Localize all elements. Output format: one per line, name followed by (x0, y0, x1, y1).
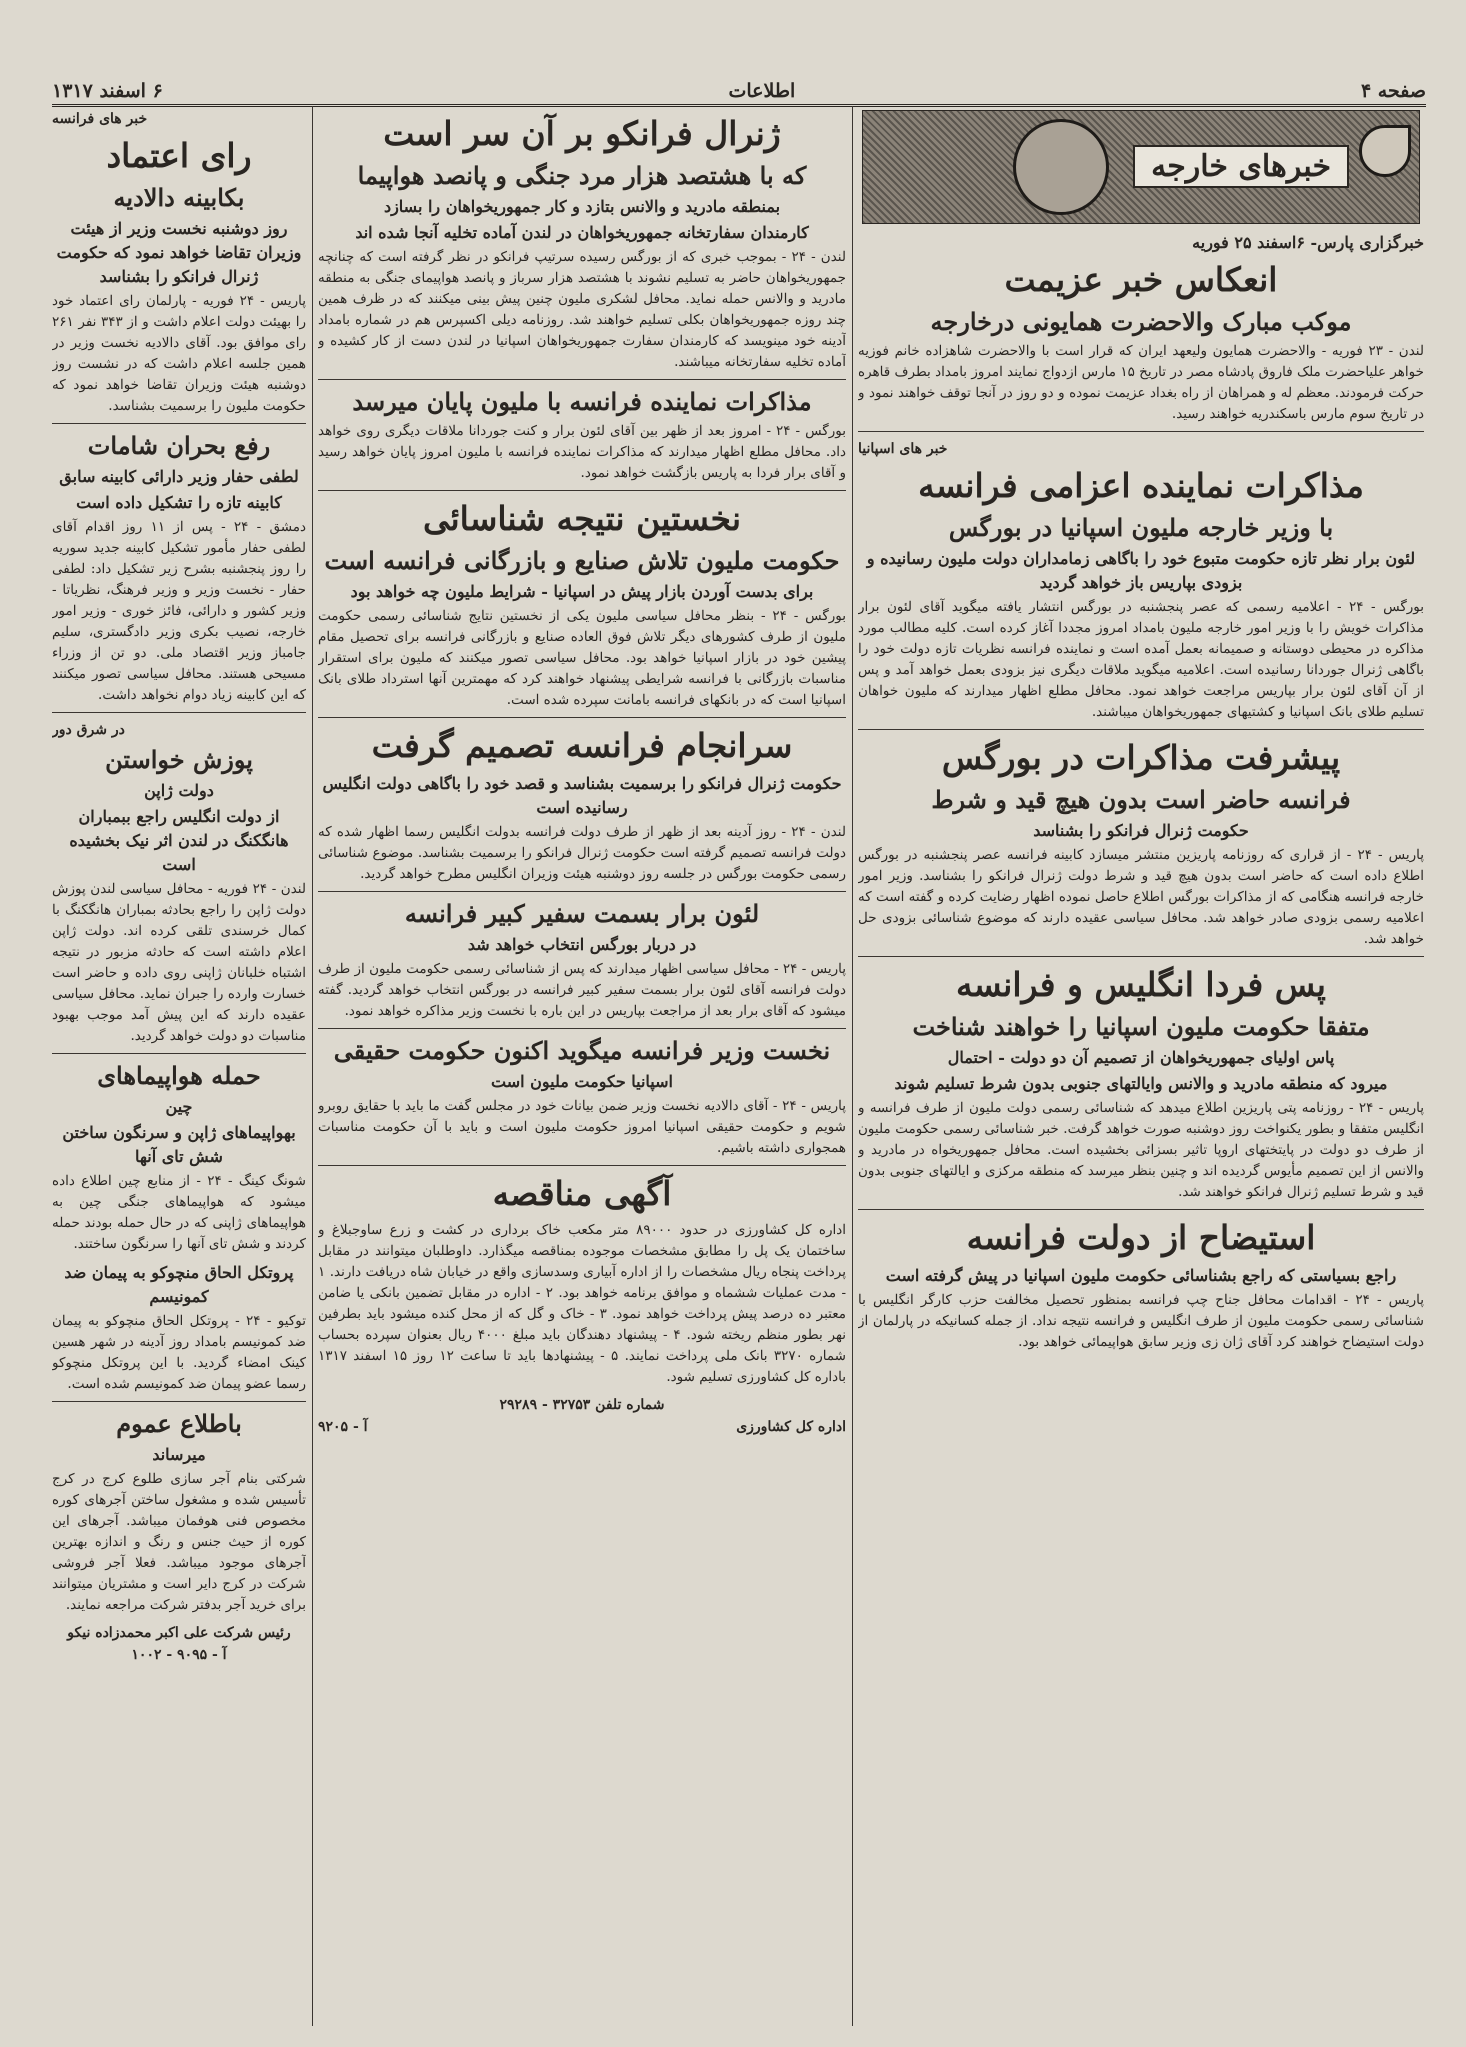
article-body: لندن - ۲۴ - روز آدینه بعد از ظهر از طرف دولت فرانسه بدولت انگلیس رسما اظهار شده که دولت فرانسه تصمیم گرفته است حکومت ژنرال فرانکو را برسمیت بشناسد. موضوع شناسائی رسمی حکومت بورگس در جلسه روز دوشنبه هیئت وزیران انگلیس مطرح خواهد گردید. (318, 824, 846, 882)
france-far-east-column (52, 108, 306, 2028)
article-body: پاریس - ۲۴ - از قراری که روزنامه پاریزین منتشر میسازد کابینه فرانسه عصر پنجشنبه در بورگس اطلاع داده است که حاضر است بدون هیچ قید و شرط دولت ژنرال فرانکو را بشناسد. وزیر امور خارجه فرانسه هنگامی که از مذاکرات بورگس اطلاع حاصل نموده اظهار رضایت کرده و گفته است که اعلامیه رسمی بزودی صادر خواهد شد. محافل سیاسی عقیده دارند که موضوع شناسائی بزودی حل خواهد شد. (858, 847, 1424, 947)
article-title: انعکاس خبر عزیمت (1004, 260, 1278, 299)
article-subtitle: از دولت انگلیس راجع ببمباران هانگکنگ در لندن اثر نیک بخشیده است (69, 807, 289, 874)
article-body: پاریس - ۲۴ - روزنامه پتی پاریزین اطلاع میدهد که شناسائی رسمی دولت ملیون از طرف فرانسه و انگلیس متفقا و بطور یکنواخت روز دوشنبه صورت خواهد گرفت. خبر شناسائی رسمی حکومت ملیون از طرف دو دولت در پایتختهای اروپا تاثیر بسزائی بخشیده است. محافل جمهوریخواه در مادرید و والانس از این تصمیم مأیوس گردیده اند و چنین بنظر میرسد که منطقه مرکزی و ایالتهای جنوبی بدون قید و شرط تسلیم ژنرال فرانکو خواهند شد. (858, 1100, 1424, 1200)
article-body: لندن - ۲۳ فوریه - والاحضرت همایون ولیعهد ایران که قرار است با والاحضرت شاهزاده خانم فوزیه خواهر علیاحضرت ملک فاروق پادشاه مصر در تاریخ ۱۵ مارس ازدواج نمایند امروز بامداد بطرف قاهره حرکت فرمودند. معظم له و همراهان از راه بغداد عزیمت نموده و دو روز در آنجا توقف خواهند نمود و در تاریخ سوم مارس باسکندریه خواهند رسید. (858, 343, 1424, 422)
article-title: مذاکرات نماینده فرانسه با ملیون پایان میرسد (352, 387, 812, 416)
agency-line: خبرگزاری پارس- ۶اسفند ۲۵ فوریه (1192, 233, 1424, 252)
article-subtitle: لطفی حفار وزیر دارائی کابینه سابق (59, 467, 299, 486)
spain-news-column (318, 108, 846, 2028)
article-subtitle: پاس اولیای جمهوریخواهان از تصمیم آن دو دولت - احتمال (947, 1048, 1335, 1067)
article-subtitle: که با هشتصد هزار مرد جنگی و پانصد هواپیما (357, 161, 807, 190)
article-subtitle: متفقا حکومت ملیون اسپانیا را خواهند شناخت (912, 1012, 1370, 1041)
article-subtitle: کابینه تازه را تشکیل داده است (76, 493, 282, 512)
article-body: بورگس - ۲۴ - بنظر محافل سیاسی ملیون یکی از نخستین نتایج شناسائی رسمی حکومت ملیون از طرف کشورهای دیگر تلاش فوق العاده صنایع و بازرگانی فرانسه برای تحصیل مقام پیشین خود در بازار اسپانیا خواهد بود. محافل سیاسی تصور میکنند که ملیون برای استقرار مناسبات بازرگانی با فرانسه شرایطی پیشنهاد خواهند کرد که مهمترین آنها استرداد طلای بانک اسپانیا است که در بانکهای فرانسه بامانت سپرده شده است. (318, 608, 846, 708)
article-subtitle: دولت ژاپن (144, 781, 214, 800)
notice-subtitle: میرساند (152, 1445, 206, 1464)
notice-title: باطلاع عموم (116, 1409, 242, 1438)
article-title: پوزش خواستن (105, 745, 253, 774)
paper-name: اطلاعات (728, 80, 796, 102)
article-subtitle: حکومت ملیون تلاش صنایع و بازرگانی فرانسه است (324, 546, 840, 575)
notice-body: شرکتی بنام آجر سازی طلوع کرج در کرج تأسیس شده و مشغول ساختن آجرهای کوره مخصوص فنی هوفمان میباشد. آجرهای این کوره از حیث جنس و رنگ و اندازه بهترین آجرهای موجود میباشد. فعلا آجر فروشی شرکت در کرج دایر است و مشتریان میتوانند برای خرید آجر بدفتر شرکت مراجعه نمایند. (52, 1471, 306, 1613)
tender-signature: اداره کل کشاورزی (736, 1419, 846, 1435)
article-body: لندن - ۲۴ - بموجب خبری که از بورگس رسیده سرتیپ فرانکو در نظر گرفته است که چنانچه جمهوریخواهان حاضر به تسلیم نشوند با هشتصد هزار سرباز و پانصد هواپیمای جنگی به منطقه مادرید و والانس حمله نماید. محافل لشکری ملیون چنین پیش بینی میکنند که در ظرف همین چند روزه جمهوریخواهان بکلی تسلیم خواهند شد. روزنامه دیلی اکسپرس هم در شماره بامداد آدینه خود مینویسد که کارمندان سفارت جمهوریخواهان اسپانیا در لندن دست از کار کشیده و آماده تخلیه سفارتخانه میباشند. (318, 249, 846, 370)
article-subtitle: با وزیر خارجه ملیون اسپانیا در بورگس (948, 513, 1334, 542)
article-subtitle: بهواپیماهای ژاپن و سرنگون ساختن شش تای آنها (62, 1123, 296, 1166)
article-body: پاریس - ۲۴ - محافل سیاسی اظهار میدارند که پس از شناسائی رسمی حکومت ملیون از طرف دولت فرانسه آقای لئون برار بسمت سفیر کبیر فرانسه در بورگس انتخاب خواهد گردید. گفته میشود که آقای برار بعد از مراجعت بپاریس در این باره با نخست وزیر مذاکره خواهد نمود. (318, 961, 846, 1019)
article-subtitle: حکومت ژنرال فرانکو را برسمیت بشناسد و قصد خود را باگاهی دولت انگلیس رسانیده است (322, 774, 842, 817)
article-subtitle: برای بدست آوردن بازار پیش در اسپانیا - شرایط ملیون چه خواهد بود (350, 582, 814, 601)
article-subtitle: راجع بسیاستی که راجع بشناسائی حکومت ملیون اسپانیا در پیش گرفته است (885, 1266, 1397, 1285)
article-title: نخست وزیر فرانسه میگوید اکنون حکومت حقیقی (333, 1036, 831, 1065)
article-title: استیضاح از دولت فرانسه (966, 1218, 1316, 1257)
column-rule (852, 106, 853, 2026)
section-tag: در شرق دور (52, 722, 125, 738)
article-subtitle: بکابینه دالادیه (113, 183, 245, 212)
article-subtitle: کارمندان سفارتخانه جمهوریخواهان در لندن آماده تخلیه آنجا شده اند (355, 223, 809, 242)
article-title: رفع بحران شامات (87, 431, 271, 460)
article-subtitle: چین (165, 1097, 193, 1116)
article-title: مذاکرات نماینده اعزامی فرانسه (918, 466, 1364, 505)
tender-notice-title: آگهی مناقصه (492, 1174, 672, 1213)
globe-icon (1013, 119, 1109, 215)
article-body: شونگ کینگ - ۲۴ - از منابع چین اطلاع داده میشود که هواپیماهای جنگی چین به هواپیماهای ژاپنی که در حال حمله بودند حمله کردند و شش تای آنها را سرنگون ساختند. (52, 1173, 306, 1252)
article-body: توکیو - ۲۴ - پروتکل الحاق منچوکو به پیمان ضد کمونیسم بامداد روز آدینه در شهر هسین کینک امضاء گردید. با این پروتکل منچوکو رسما عضو پیمان ضد کمونیسم شده است. (52, 1313, 306, 1392)
article-body: پاریس - ۲۴ فوریه - پارلمان رای اعتماد خود را بهیئت دولت اعلام داشت و از ۳۴۳ نفر ۲۶۱ رای موافق بود. آقای دالادیه نخست وزیر در همین جلسه اعلام داشت که در نشست روز دوشنبه هیئت وزیران تقاضا خواهد نمود که حکومت ملیون را برسمیت بشناسد. (52, 293, 306, 414)
article-title: رای اعتماد (106, 136, 252, 175)
article-subtitle: روز دوشنبه نخست وزیر از هیئت وزیران تقاضا خواهد نمود که حکومت ژنرال فرانکو را بشناسد (56, 219, 302, 286)
masthead (52, 78, 1426, 107)
article-subtitle: اسپانیا حکومت ملیون است (491, 1072, 673, 1091)
article-subtitle: حکومت ژنرال فرانکو را بشناسد (1033, 821, 1249, 840)
tender-code: آ - ۹۲۰۵ (318, 1419, 368, 1435)
article-title: نخستین نتیجه شناسائی (422, 499, 742, 538)
article-title: پیشرفت مذاکرات در بورگس (941, 738, 1341, 777)
article-title: پروتکل الحاق منچوکو به پیمان ضد کمونیسم (64, 1263, 294, 1306)
foreign-news-banner (862, 110, 1420, 224)
article-subtitle: موکب مبارک والاحضرت همایونی درخارجه (930, 307, 1352, 336)
section-tag: خبر های اسپانیا (858, 441, 948, 457)
article-body: پاریس - ۲۴ - آقای دالادیه نخست وزیر ضمن بیانات خود در مجلس گفت ما باید با حقایق روبرو شویم و حکومت حقیقی اسپانیا امروز حکومت ملیون است و باید با آن حکومت مناسبات همجواری داشته باشیم. (318, 1098, 846, 1156)
article-title: لئون برار بسمت سفیر کبیر فرانسه (404, 899, 760, 928)
article-title: ژنرال فرانکو بر آن سر است (383, 114, 781, 153)
gramophone-icon (1359, 125, 1411, 177)
column-rule (312, 106, 313, 2026)
tender-notice-body: اداره کل کشاورزی در حدود ۸۹۰۰۰ متر مکعب خاک برداری در کشت و زرع ساوجبلاغ و ساختمان یک پل را مطابق مشخصات موجوده بمناقصه میگذارد. داوطلبان میتوانند در مقابل پرداخت پنجاه ریال مشخصات را از اداره آبیاری وسدسازی واقع در خیابان شاه دریافت دارند. ۱ - مدت عملیات ششماه و موافق برنامه خواهد بود. ۲ - اداره در مقابل تضمین بانکی یا ضامن معتبر ده درصد پیش پرداخت خواهد نمود. ۳ - خاک و گل که از محل کنده میشود باید بطرفین نهر بطور منظم ریخته شود. ۴ - پیشنهاد دهندگان باید مبلغ ۴۰۰۰ ریال بعنوان سپرده بحساب شماره ۳۲۷۰ بانک ملی پرداخت نمایند. ۵ - پیشنهادها باید تا ساعت ۱۲ روز ۱۵ اسفند ۱۳۱۷ باداره کل کشاورزی تسلیم شود. (318, 1222, 846, 1385)
article-subtitle: فرانسه حاضر است بدون هیچ قید و شرط (931, 785, 1351, 814)
article-body: بورگس - ۲۴ - امروز بعد از ظهر بین آقای لئون برار و کنت جوردانا ملاقات دیگری روی خواهد داد. محافل مطلع اظهار میدارند که مذاکرات نماینده فرانسه با ملیون امروز پایان خواهد رسید و آقای برار فردا به پاریس بازگشت خواهد نمود. (318, 423, 846, 481)
article-subtitle: لئون برار نظر تازه حکومت متبوع خود را باگاهی زمامداران دولت ملیون رسانیده و بزودی بپاریس باز خواهد گردید (866, 549, 1416, 592)
notice-signature: رئیس شرکت علی اکبر محمدزاده نیکو (67, 1625, 291, 1641)
article-title: سرانجام فرانسه تصمیم گرفت (371, 726, 793, 765)
article-body: لندن - ۲۴ فوریه - محافل سیاسی لندن پوزش دولت ژاپن را راجع بحادثه بمباران هانگکنگ با کمال خرسندی تلقی کرده اند. دولت ژاپن اعلام داشته است که حادثه مزبور در نتیجه اشتباه خلبانان ژاپنی روی داده و حاضر است خسارت وارده را جبران نماید. محافل سیاسی عقیده دارند که این پیش آمد موجب بهبود مناسبات دو دولت خواهد گردید. (52, 881, 306, 1044)
article-body: بورگس - ۲۴ - اعلامیه رسمی که عصر پنجشنبه در بورگس انتشار یافته میگوید آقای لئون برار مذاکرات خویش را با وزیر امور خارجه ملیون بامداد امروز مجددا آغاز کرده است. کلیه مطالب مورد مذاکره در محیطی دوستانه و صمیمانه بعمل آمده است و نماینده فرانسه نظریات تازه دولت خود را باگاهی ژنرال جوردانا رسانیده است. اعلامیه میگوید ملاقات دیگری نیز بزودی بعمل خواهد آمد و پس از آن آقای لئون برار بپاریس مراجعت خواهد نمود. محافل مطلع اظهار میدارند که ملیون خواهان تسلیم طلای بانک اسپانیا و کشتیهای جمهوریخواهان میباشند. (858, 599, 1424, 720)
article-body: پاریس - ۲۴ - اقدامات محافل جناح چپ فرانسه بمنظور تحصیل مخالفت حزب کارگر انگلیس با شناسائی رسمی حکومت ملیون از طرف انگلیس و فرانسه نتیجه نداد. از جمله کسانیکه در پارلمان از دولت استیضاح خواهند کرد آقای ژان زی وزیر سابق هواپیمائی خواهد بود. (858, 1292, 1424, 1350)
article-subtitle: میرود که منطقه مادرید و والانس وایالتهای جنوبی بدون شرط تسلیم شوند (894, 1074, 1388, 1093)
article-subtitle: در دربار بورگس انتخاب خواهد شد (467, 935, 697, 954)
article-body: دمشق - ۲۴ - پس از ۱۱ روز اقدام آقای لطفی حفار مأمور تشکیل کابینه جدید سوریه را روز پنجشنبه بشرح زیر تشکیل داد: لطفی حفار - نخست وزیر و وزیر فرهنگ، نظریاتا - وزیر کشور و دارائی، فائز خوری - وزیر امور خارجه، نصیب بکری وزیر دادگستری، سلیم جامباز وزیر اقتصاد ملی. دو تن از وزراء مسیحی هستند. محافل سیاسی تصور میکنند که این کابینه زیاد دوام نخواهد داشت. (52, 519, 306, 703)
article-subtitle: بمنطقه مادرید و والانس بتازد و کار جمهوریخواهان را بسازد (383, 197, 781, 216)
tender-phone: شماره تلفن ۳۲۷۵۳ - ۲۹۲۸۹ (499, 1397, 665, 1413)
section-tag: خبر های فرانسه (52, 111, 148, 127)
banner-title: خبرهای خارجه (1133, 145, 1349, 188)
issue-date: ۶ اسفند ۱۳۱۷ (52, 80, 163, 102)
notice-code: آ - ۹۰۹۵ - ۱۰۰۲ (131, 1647, 227, 1663)
article-title: پس فردا انگلیس و فرانسه (956, 965, 1326, 1004)
page-label: صفحه ۴ (1360, 80, 1426, 102)
foreign-news-column (858, 108, 1424, 2028)
article-title: حمله هواپیماهای (97, 1061, 261, 1090)
